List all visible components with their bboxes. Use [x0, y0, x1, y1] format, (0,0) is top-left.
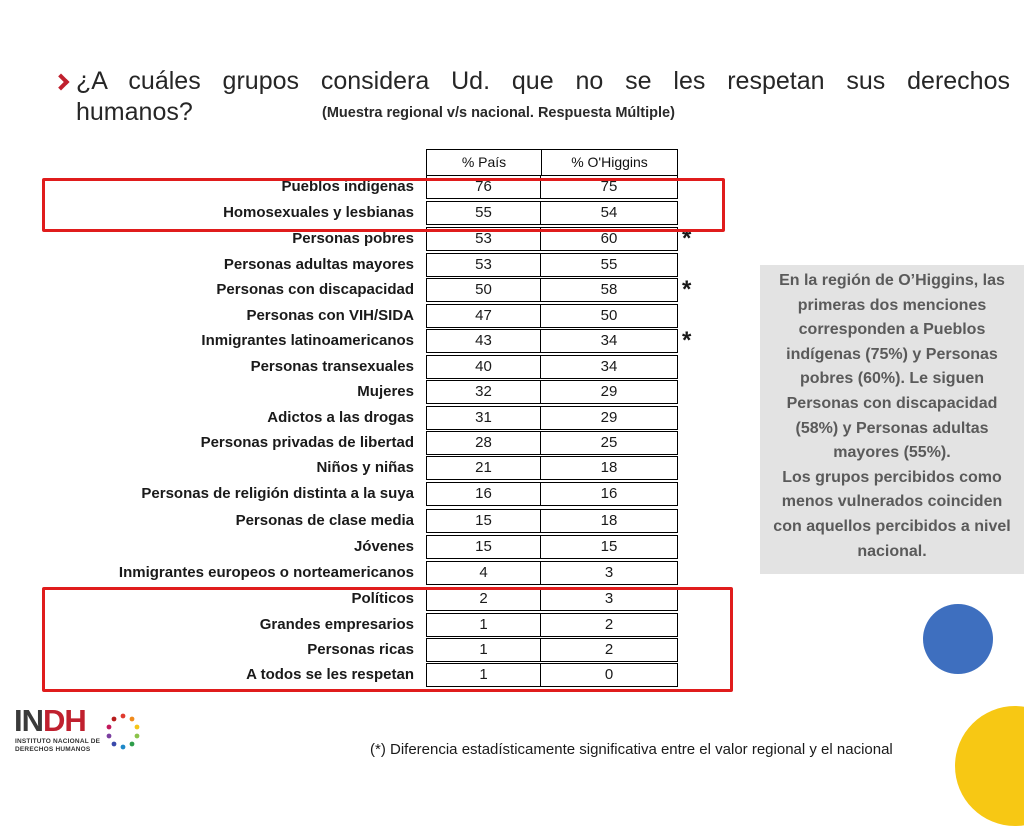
summary-note: [760, 265, 1024, 574]
cell-pais: 53: [426, 253, 541, 277]
cell-region: 18: [540, 509, 678, 533]
row-label: A todos se les respetan: [246, 666, 414, 683]
cell-region: 3: [540, 561, 678, 585]
cell-pais: 16: [426, 482, 541, 506]
cell-pais: 2: [426, 587, 541, 611]
footnote: (*) Diferencia estadísticamente significativa entre el valor regional y el nacional: [370, 741, 893, 758]
cell-pais: 4: [426, 561, 541, 585]
table-header: [426, 149, 678, 176]
cell-pais: 21: [426, 456, 541, 480]
chevron-bullet-icon: [53, 74, 70, 91]
cell-region: 15: [540, 535, 678, 559]
highlight-box-top: [42, 178, 725, 232]
cell-region: 25: [540, 431, 678, 455]
indh-logo: [14, 704, 144, 756]
cell-region: 0: [540, 663, 678, 687]
row-label: Personas adultas mayores: [223, 256, 414, 273]
row-label: Mujeres: [357, 383, 414, 400]
cell-region: 29: [540, 406, 678, 430]
summary-paragraph-1: En la región de O’Higgins, las primeras dos menciones corresponden a Pueblos indígenas (75%) y Personas pobres (60%). Le siguen Personas con discapacidad (58%) y Personas adultas mayores (55%).: [779, 272, 1005, 462]
row-label: Inmigrantes latinoamericanos: [201, 332, 414, 349]
significance-asterisk: *: [682, 225, 692, 252]
row-label: Personas transexuales: [250, 358, 414, 375]
row-label: Personas de clase media: [235, 512, 414, 529]
row-label: Personas con VIH/SIDA: [246, 307, 414, 324]
cell-pais: 28: [426, 431, 541, 455]
row-label: Personas privadas de libertad: [200, 434, 414, 451]
cell-pais: 55: [426, 201, 541, 225]
cell-pais: 43: [426, 329, 541, 353]
column-header-pais: % País: [427, 150, 542, 175]
row-label: Personas pobres: [292, 230, 414, 247]
cell-region: 55: [540, 253, 678, 277]
page-title-line2: humanos?: [76, 98, 193, 126]
logo-text-dh: DH: [43, 703, 86, 738]
cell-region: 58: [540, 278, 678, 302]
cell-region: 54: [540, 201, 678, 225]
row-label: Políticos: [351, 590, 414, 607]
row-label: Niños y niñas: [316, 459, 414, 476]
row-label: Homosexuales y lesbianas: [223, 204, 414, 221]
row-label: Adictos a las drogas: [267, 409, 414, 426]
logo-text-in: IN: [14, 703, 43, 738]
cell-pais: 15: [426, 509, 541, 533]
cell-pais: 32: [426, 380, 541, 404]
cell-region: 34: [540, 329, 678, 353]
cell-region: 18: [540, 456, 678, 480]
logo-dots-icon: [104, 712, 142, 750]
cell-pais: 47: [426, 304, 541, 328]
logo-subtitle: [15, 738, 100, 754]
row-label: Grandes empresarios: [259, 616, 414, 633]
decorative-yellow-circle: [955, 706, 1024, 826]
summary-paragraph-2: Los grupos percibidos como menos vulnerados coinciden con aquellos percibidos a nivel nacional.: [773, 468, 1011, 560]
cell-pais: 31: [426, 406, 541, 430]
cell-pais: 76: [426, 175, 541, 199]
cell-region: 16: [540, 482, 678, 506]
cell-pais: 50: [426, 278, 541, 302]
page-subtitle: (Muestra regional v/s nacional. Respuesta Múltiple): [322, 105, 675, 121]
page-title: ¿A cuáles grupos considera Ud. que no se les respetan sus derechos: [76, 67, 1010, 95]
significance-asterisk: *: [682, 327, 692, 354]
cell-pais: 1: [426, 638, 541, 662]
cell-region: 2: [540, 638, 678, 662]
logo-subtitle-line1: INSTITUTO NACIONAL DE: [15, 738, 101, 745]
decorative-blue-circle: [923, 604, 993, 674]
cell-pais: 1: [426, 613, 541, 637]
row-label: Pueblos indígenas: [281, 178, 414, 195]
significance-asterisk: *: [682, 276, 692, 303]
cell-region: 50: [540, 304, 678, 328]
cell-region: 75: [540, 175, 678, 199]
row-label: Personas de religión distinta a la suya: [141, 485, 414, 502]
row-label: Jóvenes: [353, 538, 414, 555]
cell-region: 34: [540, 355, 678, 379]
logo-subtitle-line2: DERECHOS HUMANOS: [15, 746, 91, 753]
logo-wordmark: [14, 704, 86, 738]
cell-pais: 53: [426, 227, 541, 251]
cell-pais: 40: [426, 355, 541, 379]
column-header-region: % O'Higgins: [571, 154, 648, 170]
row-label: Inmigrantes europeos o norteamericanos: [118, 564, 414, 581]
cell-region: 29: [540, 380, 678, 404]
cell-region: 60: [540, 227, 678, 251]
cell-pais: 1: [426, 663, 541, 687]
cell-region: 2: [540, 613, 678, 637]
cell-region: 3: [540, 587, 678, 611]
highlight-box-bottom: [42, 587, 733, 692]
row-label: Personas ricas: [307, 641, 414, 658]
row-label: Personas con discapacidad: [216, 281, 414, 298]
cell-pais: 15: [426, 535, 541, 559]
